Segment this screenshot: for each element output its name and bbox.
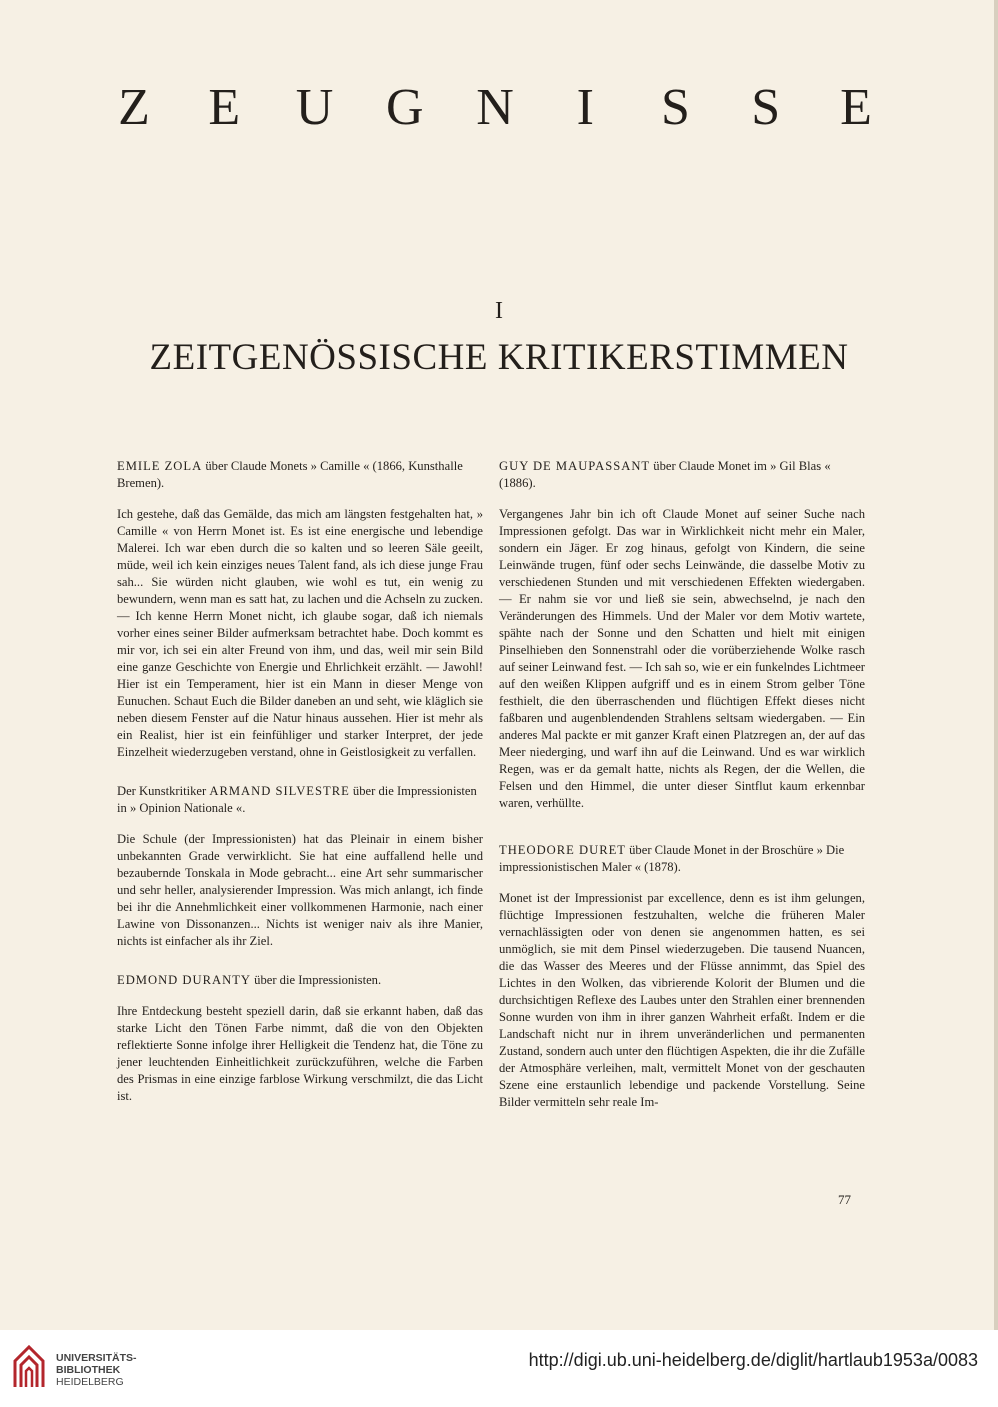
source-url-link[interactable]: http://digi.ub.uni-heidelberg.de/diglit/hartlaub1953a/0083 (528, 1350, 978, 1370)
library-line: HEIDELBERG (56, 1376, 124, 1388)
page-number: 77 (838, 1192, 851, 1207)
critic-name: THEODORE DURET (499, 843, 626, 857)
intro-text: über die Impressionisten. (251, 973, 382, 987)
quote-section-zola (117, 458, 483, 761)
intro-text: über Claude Monet im » Gil Blas « (1886). (499, 459, 831, 490)
quote-intro (499, 458, 865, 492)
title-letter: I (576, 79, 594, 136)
title-letter: U (295, 79, 334, 136)
intro-prefix: Der Kunstkritiker (117, 784, 210, 798)
title-letter: S (751, 79, 781, 136)
title-letter: N (476, 79, 514, 136)
title-letter: S (661, 79, 690, 136)
critic-name: EDMOND DURANTY (117, 973, 251, 987)
library-line: UNIVERSITÄTS- (56, 1352, 137, 1364)
title-letter: E (840, 79, 872, 136)
quote-intro (499, 842, 865, 876)
quote-intro (117, 458, 483, 492)
quote-text: Vergangenes Jahr bin ich oft Claude Monet auf seiner Suche nach Impressionen gefolgt. Das war in Wirklichkeit nicht mehr ein Maler, sondern ein Jäger. Er zog hinaus, gefolgt von Kindern, die seine Leinwände trugen, fünf oder sechs Leinwände, die dasselbe Motiv zu verschiedenen Stunden und mit verschiedenen Effekten wiedergaben. — Er nahm sie vor und ließ sie sein, abwechselnd, je nach den Veränderungen des Himmels. Und der Maler vor dem Motiv wartete, spähte nach der Sonne und den Schatten und hielt mit einigen Pinselhieben den Sonnenstrahl oder die vorüberziehende Wolke rasch auf seiner Leinwand fest. — Ich sah so, wie er ein funkelndes Lichtmeer auf den weißen Klippen aufgriff und es in einem Strom gelber Töne festhielt, die den überraschenden und flüchtigen Effekt dieses nicht faßbaren und augenblendenden Strahlens seltsam wiedergaben. — Ein anderes Mal packte er mit ganzer Kraft einen Platzregen an, der auf das Meer niederging, und warf ihn auf die Leinwand. Und es war wirklich Regen, was er da gemalt hatte, nichts als Regen, der die Wellen, die Felsen und den Himmel, die unter dieser Sintflut kaum erkennbar waren, verhüllte. (499, 507, 865, 810)
quote-section-duret (499, 842, 865, 1111)
intro-text: über Claude Monets » Camille « (1866, Kunsthalle Bremen). (117, 459, 463, 490)
page-title (110, 78, 880, 137)
library-name[interactable] (56, 1352, 137, 1388)
library-logo-icon (11, 1345, 47, 1389)
critic-name: EMILE ZOLA (117, 459, 203, 473)
quote-section-silvestre (117, 783, 483, 950)
right-column (499, 458, 865, 1133)
page-edge (994, 0, 998, 1330)
left-column (117, 458, 483, 1127)
title-letter: Z (118, 79, 150, 136)
critic-name: GUY DE MAUPASSANT (499, 459, 651, 473)
library-line: BIBLIOTHEK (56, 1364, 121, 1376)
quote-text: Ich gestehe, daß das Gemälde, das mich am längsten festgehalten hat, » Camille « von Herrn Monet ist. Es ist eine energische und lebendige Malerei. Ich war eben durch die so kalten und so leeren Säle geeilt, müde, weil ich kein einziges neues Talent fand, als ich diese junge Frau sah... Sie würden nicht glauben, wie wohl es tut, ein wenig zu bewundern, wenn man es satt hat, zu lachen und die Achseln zu zucken. — Ich kenne Herrn Monet nicht, ich glaube sogar, daß ich niemals vorher eines seiner Bilder aufmerksam betrachtet habe. Doch kommt es mir vor, ich sei ein alter Freund von ihm, und das, weil mir sein Bild eine ganze Geschichte von Energie und Ehrlichkeit erzählt. — Jawohl! Hier ist ein Temperament, hier ist ein Mann in dieser Menge von Eunuchen. Schaut Euch die Bilder daneben an und seht, wie kläglich sie neben diesem Fenster auf die Natur hinaus aussehen. Hier ist mehr als ein Realist, hier ist ein feinfühliger und starker Interpret, der jede Einzelheit wiederzugeben verstand, ohne in Geistlosigkeit zu verfallen. (117, 507, 483, 759)
title-letter: E (208, 79, 241, 136)
quote-intro (117, 972, 483, 989)
intro-text: über Claude Monet in der Broschüre » Die impressionistischen Maler « (1878). (499, 843, 845, 874)
quote-section-duranty (117, 972, 483, 1105)
quote-intro (117, 783, 483, 817)
section-number: I (495, 298, 503, 324)
critic-name: ARMAND SILVESTRE (209, 784, 350, 798)
quote-section-maupassant (499, 458, 865, 812)
section-title: ZEITGENÖSSISCHE KRITIKERSTIMMEN (149, 337, 849, 378)
quote-text: Die Schule (der Impressionisten) hat das Pleinair in einem bisher unbekannten Grade verwirklicht. Sie hat eine auffallend helle und bezaubernde Tonskala in Mode gebracht... eine Art sehr summarischer und sehr heller, analysierender Impression. Was mich anlangt, ich finde bei ihr die Annehmlichkeit einer vollkommenen Harmonie, nach einer Lawine von Dissonanzen... Nichts ist weniger naiv als ihre Manier, nichts ist einfacher als ihr Ziel. (117, 832, 483, 948)
intro-text: über die Impressionisten in » Opinion Nationale «. (117, 784, 477, 815)
quote-text: Monet ist der Impressionist par excellence, denn es ist ihm gelungen, flüchtige Impressionen festzuhalten, welche die früheren Maler vernachlässigten oder von denen sie angenommen hatten, es sei unmöglich, sie mit dem Pinsel wiederzugeben. Die tausend Nuancen, die das Wasser des Meeres und der Flüsse annimmt, das Spiel des Lichtes in den Wolken, das vibrierende Kolorit der Blumen und die durchsichtigen Reflexe des Laubes unter den Strahlen einer brennenden Sonne wurden von ihm in ihrer ganzen Wahrheit erfaßt. Indem er die Landschaft nicht nur in ihrem unveränderlichen und permanenten Zustand, sondern auch unter den flüchtigen Aspekten, die ihr die Zufälle der Atmosphäre verleihen, malt, vermittelt Monet von der geschauten Szene eine erstaunlich lebendige und packende Vorstellung. Seine Bilder vermitteln sehr reale Im- (499, 891, 865, 1109)
title-letter: G (385, 79, 424, 136)
quote-text: Ihre Entdeckung besteht speziell darin, daß sie erkannt haben, daß das starke Licht den Tönen Farbe nimmt, daß die von den Objekten reflektierte Sonne infolge ihrer Helligkeit die Tendenz hat, die Töne zu jener leuchtenden Einheitlichkeit zurückzuführen, welche die Farben des Prismas in eine einzige farblose Wirkung verschmilzt, die das Licht ist. (117, 1004, 483, 1103)
